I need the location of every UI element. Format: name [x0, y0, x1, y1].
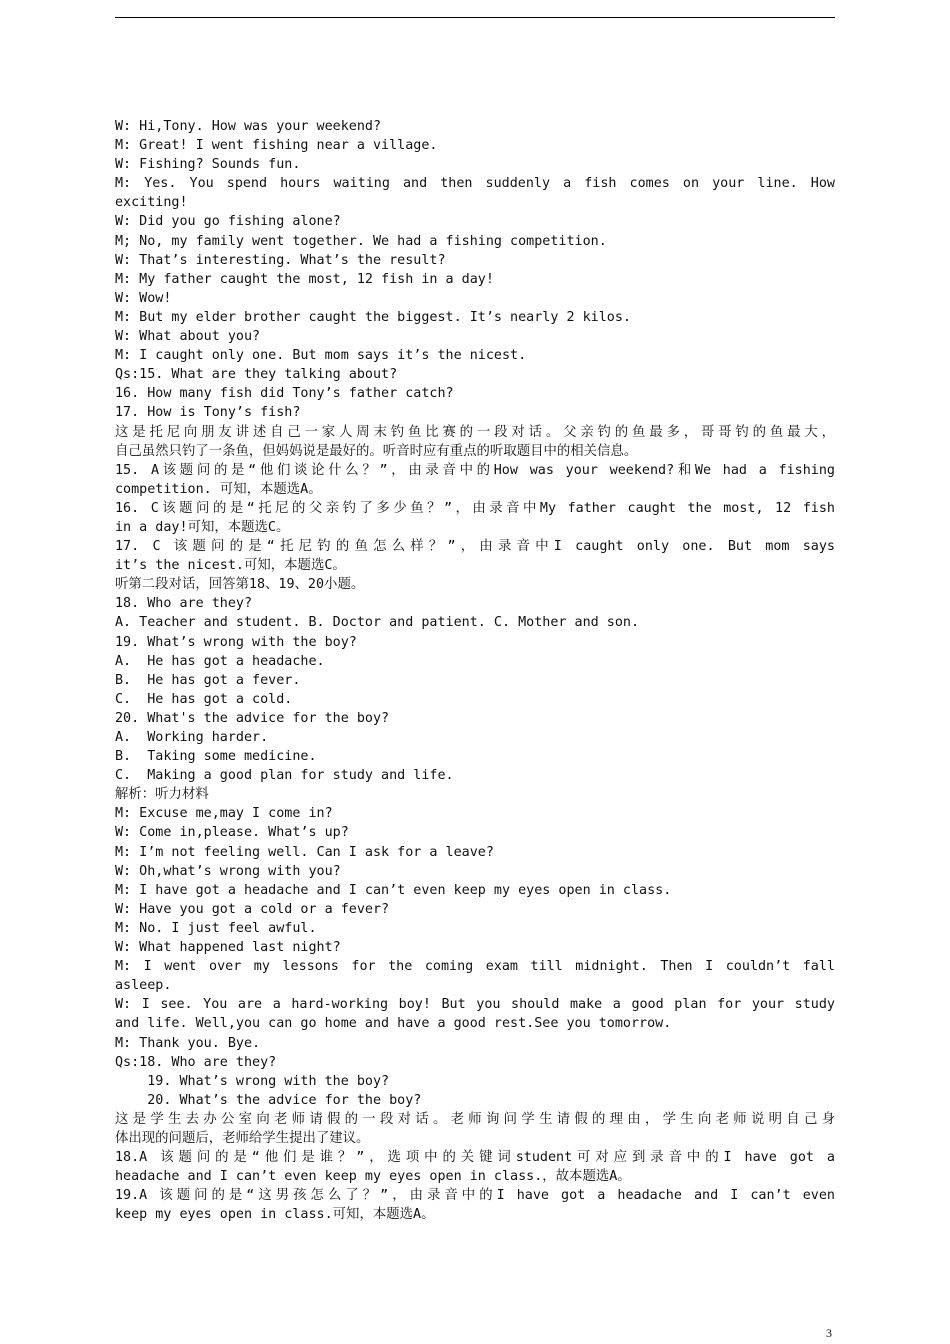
- text-line: 这是学生去办公室向老师请假的一段对话。老师询问学生请假的理由，学生向老师说明自己身: [115, 1111, 835, 1127]
- text-line: in a day!可知，本题选C。: [115, 519, 290, 535]
- text-line: asleep.: [115, 978, 172, 994]
- text-line: M: I have got a headache and I can’t even keep my eyes open in class.: [115, 882, 672, 898]
- text-line: W: That’s interesting. What’s the result?: [115, 252, 446, 268]
- text-line: W: Come in,please. What’s up?: [115, 825, 349, 841]
- text-line: B. Taking some medicine.: [115, 749, 317, 765]
- text-line: 17. How is Tony’s fish?: [115, 405, 301, 421]
- text-line: B. He has got a fever.: [115, 672, 301, 688]
- text-line: 19.A 该题问的是“这男孩怎么了？”，由录音中的I have got a headache and I can’t even: [115, 1188, 835, 1204]
- text-line: M: But my elder brother caught the biggest. It’s nearly 2 kilos.: [115, 309, 631, 325]
- text-line: W: What about you?: [115, 329, 261, 345]
- text-line: W: Fishing? Sounds fun.: [115, 157, 301, 173]
- text-line: 16. C该题问的是“托尼的父亲钓了多少鱼？”，由录音中My father caught the most, 12 fish: [115, 500, 835, 516]
- text-line: M; No, my family went together. We had a fishing competition.: [115, 233, 607, 249]
- text-line: 20. What’s the advice for the boy?: [115, 1092, 422, 1108]
- text-line: M: Excuse me,may I come in?: [115, 806, 333, 822]
- text-line: 自己虽然只钓了一条鱼，但妈妈说是最好的。听音时应有重点的听取题目中的相关信息。: [115, 443, 638, 459]
- text-line: M: Great! I went fishing near a village.: [115, 138, 438, 154]
- text-line: M: I caught only one. But mom says it’s the nicest.: [115, 348, 527, 364]
- header-rule: [115, 17, 835, 18]
- text-line: M: No. I just feel awful.: [115, 920, 317, 936]
- text-line: 17. C 该题问的是“托尼钓的鱼怎么样？”，由录音中I caught only one. But mom says: [115, 539, 835, 555]
- text-line: 这是托尼向朋友讲述自己一家人周末钓鱼比赛的一段对话。父亲钓的鱼最多，哥哥钓的鱼最大，: [115, 424, 835, 440]
- text-line: headache and I can’t even keep my eyes open in class.，故本题选A。: [115, 1169, 631, 1185]
- text-line: M: I’m not feeling well. Can I ask for a leave?: [115, 844, 494, 860]
- text-line: it’s the nicest.可知，本题选C。: [115, 558, 346, 574]
- text-line: keep my eyes open in class.可知，本题选A。: [115, 1207, 435, 1223]
- text-line: 18.A 该题问的是“他们是谁？”，选项中的关键词student可对应到录音中的I have got a: [115, 1150, 835, 1166]
- text-line: Qs:18. Who are they?: [115, 1054, 277, 1070]
- text-line: M: I went over my lessons for the coming exam till midnight. Then I couldn’t fall: [115, 959, 835, 975]
- text-line: W: I see. You are a hard-working boy! But you should make a good plan for your study: [115, 997, 835, 1013]
- text-line: W: Oh,what’s wrong with you?: [115, 863, 341, 879]
- text-line: A. Working harder.: [115, 730, 269, 745]
- text-line: W: Did you go fishing alone?: [115, 214, 341, 230]
- text-line: C. Making a good plan for study and life.: [115, 768, 454, 784]
- text-line: A. Teacher and student. B. Doctor and patient. C. Mother and son.: [115, 615, 640, 631]
- text-line: 16. How many fish did Tony’s father catch?: [115, 386, 454, 402]
- text-line: 解析：听力材料: [115, 787, 209, 803]
- text-line: 听第二段对话，回答第18、19、20小题。: [115, 577, 365, 593]
- text-line: W: Wow!: [115, 290, 172, 306]
- text-line: 体出现的问题后，老师给学生提出了建议。: [115, 1130, 370, 1146]
- text-line: M: Thank you. Bye.: [115, 1035, 261, 1051]
- text-line: 18. Who are they?: [115, 596, 253, 612]
- text-line: C. He has got a cold.: [115, 691, 293, 707]
- text-line: Qs:15. What are they talking about?: [115, 367, 398, 383]
- text-line: and life. Well,you can go home and have a good rest.See you tomorrow.: [115, 1016, 672, 1032]
- text-line: competition. 可知，本题选A。: [115, 481, 322, 497]
- text-line: W: Hi,Tony. How was your weekend?: [115, 119, 382, 134]
- text-line: 15. A该题问的是“他们谈论什么？”，由录音中的How was your weekend?和We had a fishing: [115, 462, 835, 478]
- text-line: W: Have you got a cold or a fever?: [115, 901, 390, 917]
- text-line: M: My father caught the most, 12 fish in a day!: [115, 271, 494, 287]
- text-line: 20. What's the advice for the boy?: [115, 710, 390, 726]
- page-number: 3: [826, 1326, 832, 1340]
- text-line: exciting!: [115, 195, 188, 211]
- text-line: 19. What’s wrong with the boy?: [115, 634, 357, 650]
- text-line: M: Yes. You spend hours waiting and then suddenly a fish comes on your line. How: [115, 176, 835, 192]
- text-line: 19. What’s wrong with the boy?: [115, 1073, 390, 1089]
- document-body: [115, 117, 835, 1224]
- text-line: W: What happened last night?: [115, 940, 341, 956]
- text-line: A. He has got a headache.: [115, 653, 325, 669]
